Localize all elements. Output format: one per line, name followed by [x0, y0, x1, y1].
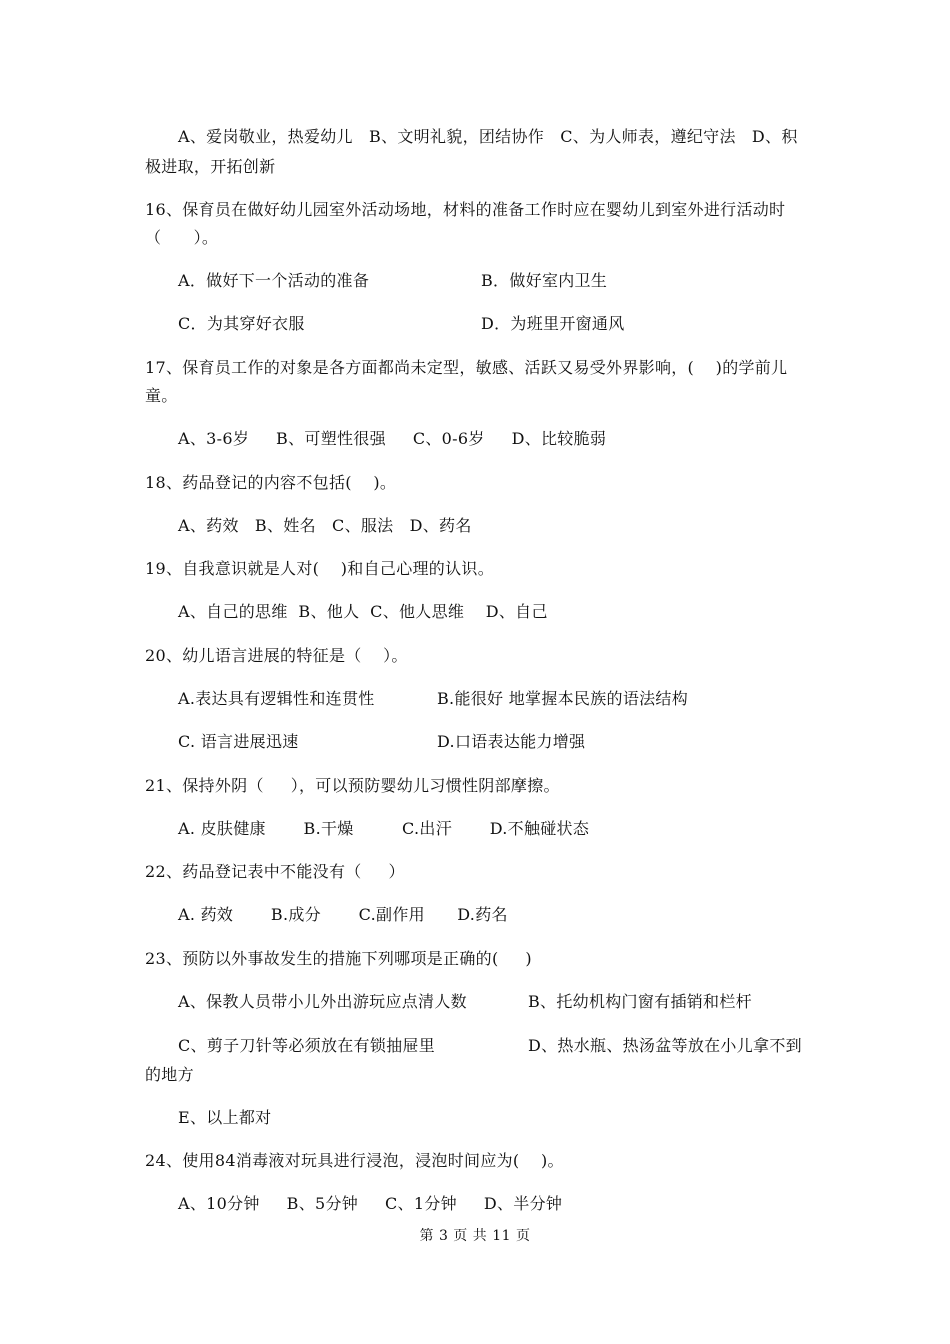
- q16-option-b: B．做好室内卫生: [481, 271, 608, 290]
- q23-option-e: E、以上都对: [178, 1108, 272, 1127]
- q20-option-b: B.能很好 地掌握本民族的语法结构: [437, 689, 689, 708]
- q17-question-line2: 童。: [145, 386, 178, 405]
- q18-options: A、药效 B、姓名 C、服法 D、药名: [178, 516, 472, 535]
- q21-question: 21、保持外阴（ ），可以预防婴幼儿习惯性阴部摩擦。: [145, 776, 560, 795]
- page-footer: 第 3 页 共 11 页: [419, 1228, 531, 1244]
- q19-question: 19、自我意识就是人对( )和自己心理的认识。: [145, 559, 494, 578]
- q17-options: A、3-6岁 B、可塑性很强 C、0-6岁 D、比较脆弱: [178, 429, 607, 448]
- q16-option-a: A．做好下一个活动的准备: [178, 271, 370, 290]
- q16-question-line1: 16、保育员在做好幼儿园室外活动场地，材料的准备工作时应在婴幼儿到室外进行活动时: [145, 200, 786, 219]
- q23-option-d-line2: 的地方: [145, 1065, 194, 1084]
- q18-question: 18、药品登记的内容不包括( )。: [145, 473, 397, 492]
- q20-question: 20、幼儿语言进展的特征是（ ）。: [145, 646, 408, 665]
- q16-option-c: C．为其穿好衣服: [178, 314, 305, 333]
- q20-option-a: A.表达具有逻辑性和连贯性: [178, 689, 375, 708]
- q22-options: A. 药效 B.成分 C.副作用 D.药名: [178, 905, 508, 924]
- q24-options: A、10分钟 B、5分钟 C、1分钟 D、半分钟: [178, 1194, 563, 1213]
- q17-question-line1: 17、保育员工作的对象是各方面都尚未定型，敏感、活跃又易受外界影响，( )的学前儿: [145, 358, 788, 377]
- q21-options: A. 皮肤健康 B.干燥 C.出汗 D.不触碰状态: [178, 819, 590, 838]
- q23-option-a: A、保教人员带小儿外出游玩应点清人数: [178, 992, 467, 1011]
- q23-option-d-line1: D、热水瓶、热汤盆等放在小儿拿不到: [528, 1036, 802, 1055]
- q19-options: A、自己的思维 B、他人 C、他人思维 D、自己: [178, 602, 548, 621]
- q20-option-c: C. 语言进展迅速: [178, 732, 299, 751]
- q15-options-line2: 极进取，开拓创新: [145, 157, 276, 176]
- q15-options-line1: A、爱岗敬业，热爱幼儿 B、文明礼貌，团结协作 C、为人师表，遵纪守法 D、积: [178, 127, 798, 146]
- q16-question-line2: （ ）。: [145, 228, 219, 247]
- q23-option-c: C、剪子刀针等必须放在有锁抽屉里: [178, 1036, 436, 1055]
- q23-question: 23、预防以外事故发生的措施下列哪项是正确的( ): [145, 949, 532, 968]
- q22-question: 22、药品登记表中不能没有（ ）: [145, 862, 405, 881]
- q16-option-d: D．为班里开窗通风: [481, 314, 625, 333]
- q23-option-b: B、托幼机构门窗有插销和栏杆: [528, 992, 752, 1011]
- q20-option-d: D.口语表达能力增强: [437, 732, 586, 751]
- q24-question: 24、使用84消毒液对玩具进行浸泡，浸泡时间应为( )。: [145, 1151, 564, 1170]
